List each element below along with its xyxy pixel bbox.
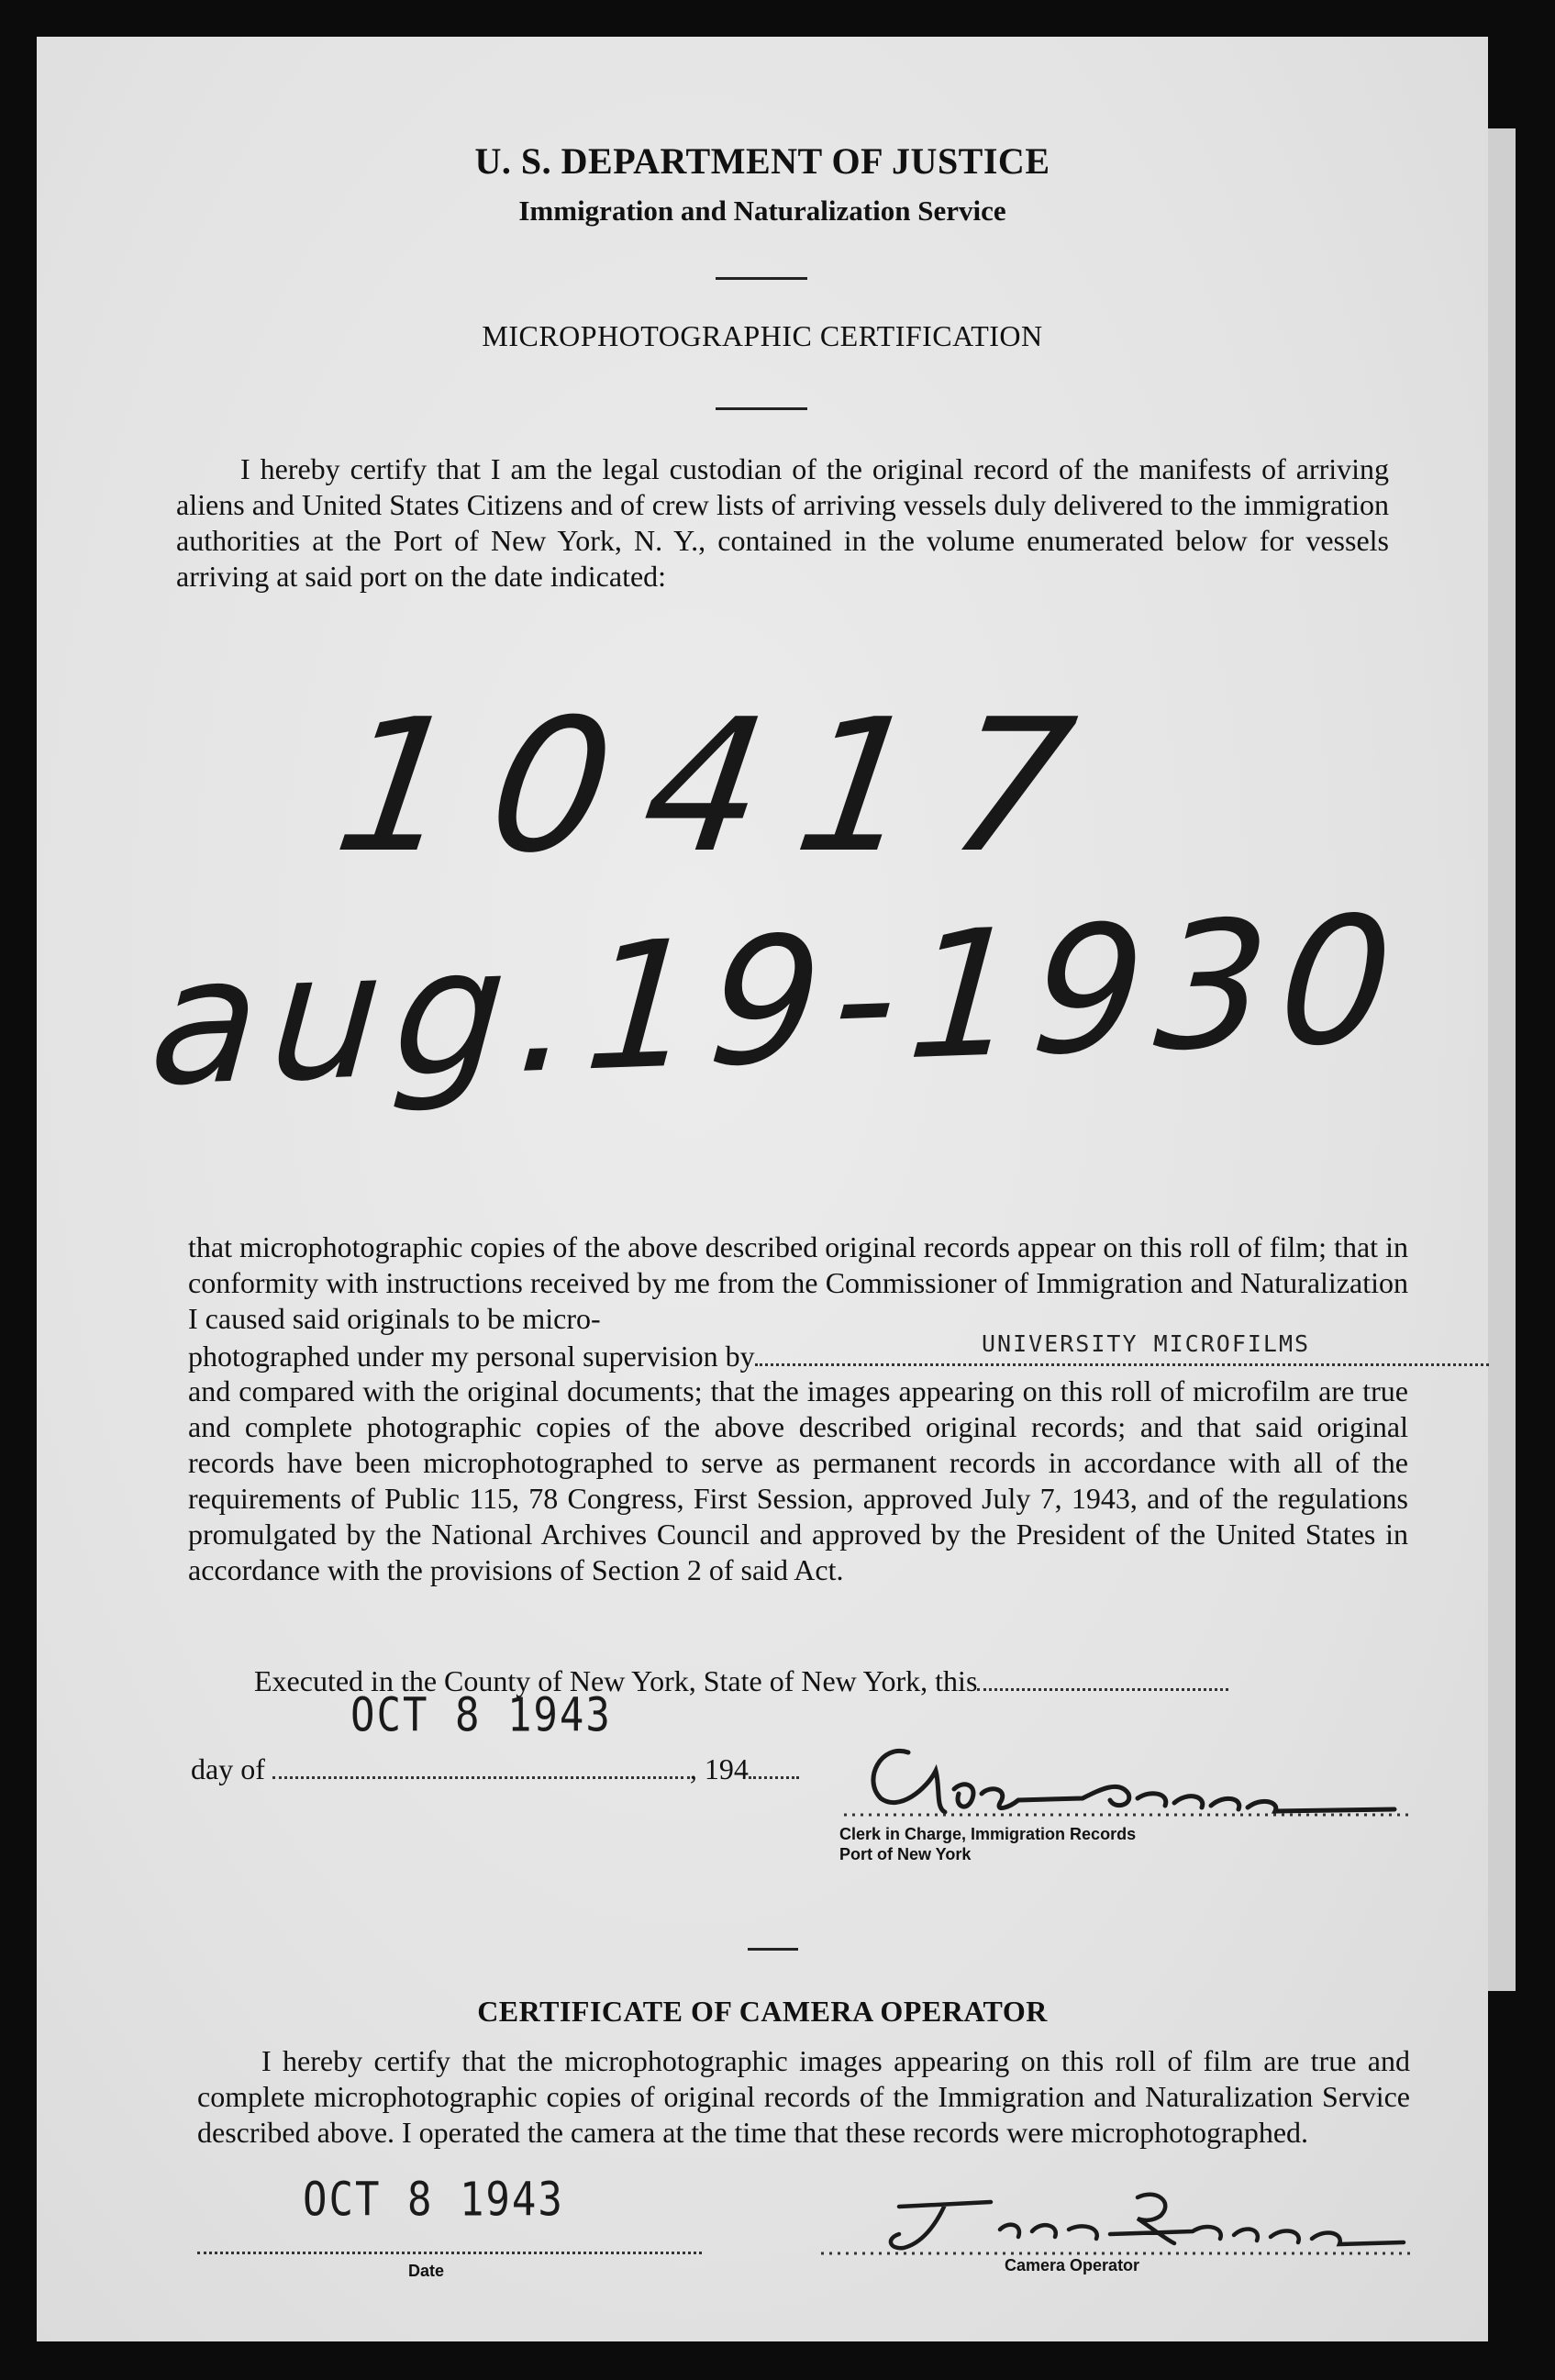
execution-date-stamp: OCT 8 1943 (350, 1688, 612, 1742)
divider-top (716, 277, 807, 280)
certification-title: MICROPHOTOGRAPHIC CERTIFICATION (482, 319, 1043, 352)
day-of-dots (272, 1751, 690, 1779)
body-paragraph-part1: that microphotographic copies of the above described original records appear on this roll of film; that in conformity with instructions received by me from the Commissioner of Immigration and Naturalization I caused said originals to be micro- (188, 1230, 1408, 1335)
camera-date-stamp: OCT 8 1943 (303, 2173, 564, 2227)
camera-certificate-title: CERTIFICATE OF CAMERA OPERATOR (477, 1995, 1048, 2028)
year-suffix: , 194 (689, 1752, 749, 1785)
executed-dots (977, 1663, 1228, 1691)
clerk-title-line1: Clerk in Charge, Immigration Records (839, 1825, 1137, 1843)
photographed-by-label: photographed under my personal supervision by (188, 1340, 755, 1373)
executed-text: Executed in the County of New York, State of New York, this (254, 1664, 978, 1697)
day-of-label: day of (191, 1752, 265, 1785)
photographed-by-value: UNIVERSITY MICROFILMS (982, 1330, 1311, 1357)
handwritten-arrival-date: aug.19-1930 (144, 877, 1412, 1126)
divider-camera (748, 1948, 798, 1951)
camera-operator-label: Camera Operator (1005, 2256, 1140, 2274)
camera-certificate-paragraph: I hereby certify that the microphotographic images appearing on this roll of film are true and complete microphotographic copies of original records of the Immigration and Naturalization Service described above. I operated the camera at the time that these records were microphotographed. (197, 2044, 1410, 2149)
handwritten-volume-number: 10417 (324, 680, 1122, 894)
service-subheading: Immigration and Naturalization Service (518, 195, 1006, 227)
date-label: Date (408, 2262, 445, 2280)
intro-paragraph: I hereby certify that I am the legal custodian of the original record of the manifests of arriving aliens and United States Citizens and of crew lists of arriving vessels duly delivered to the immigration authorities at the Port of New York, N. Y., contained in the volume enumerated below for vessels arriving at said port on the date indicated: (176, 452, 1389, 593)
divider-bottom (716, 407, 807, 410)
clerk-title (839, 1824, 1136, 1864)
day-of-line (191, 1751, 799, 1787)
year-dots (749, 1751, 799, 1779)
clerk-title-line2: Port of New York (839, 1845, 972, 1863)
department-heading: U. S. DEPARTMENT OF JUSTICE (474, 140, 1050, 182)
date-dotted-line (197, 2226, 702, 2254)
body-paragraph-part2: and compared with the original documents; that the images appearing on this roll of microfilm are true and complete photographic copies of the above described original records; and that said original records have been microphotographed to serve as permanent records in accordance with all of the requirements of Public 115, 78 Congress, First Session, approved July 7, 1943, and of the regulations promulgated by the National Archives Council and approved by the President of the United States in accordance with the provisions of Section 2 of said Act. (188, 1374, 1408, 1586)
certificate-page (37, 37, 1488, 2341)
